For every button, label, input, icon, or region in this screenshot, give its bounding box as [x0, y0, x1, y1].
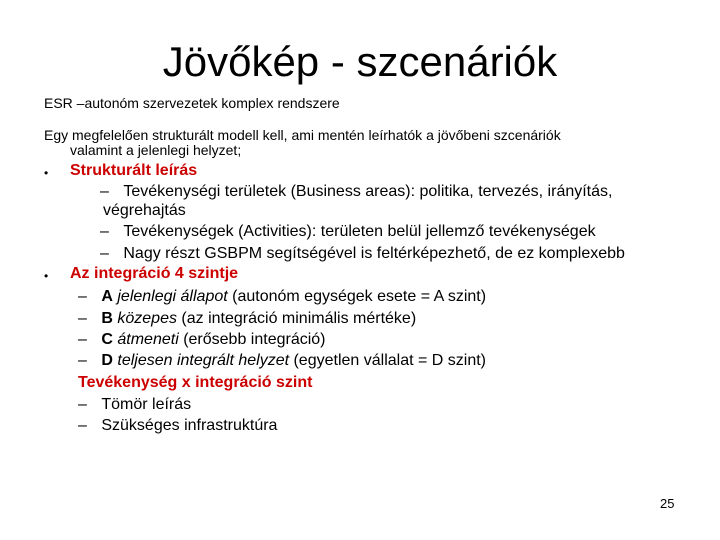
level-letter: D	[101, 352, 113, 369]
page-number: 25	[660, 496, 675, 511]
dash-marker: –	[78, 352, 87, 369]
level-letter: A	[101, 288, 113, 305]
list-item-text: Tevékenységek (Activities): területen belül jellemző tevékenységek	[123, 223, 596, 240]
level-letter: B	[101, 310, 113, 327]
level-description: (egyetlen vállalat = D szint)	[289, 352, 487, 369]
section-heading-integracio: Az integráció 4 szintje	[70, 265, 239, 282]
section-heading-tevekenyseg: Tevékenység x integráció szint	[78, 374, 313, 391]
level-term: teljesen integrált helyzet	[117, 352, 290, 369]
level-item-a	[78, 288, 486, 306]
level-description: (erősebb integráció)	[178, 331, 326, 348]
bullet-marker: •	[44, 166, 49, 180]
dash-marker: –	[100, 183, 109, 200]
dash-marker: –	[78, 417, 87, 434]
level-item-c	[78, 331, 326, 349]
list-item-text: Tevékenységi területek (Business areas): politika, tervezés, irányítás,	[123, 183, 613, 200]
list-item	[100, 245, 625, 263]
level-term: közepes	[117, 310, 177, 327]
slide-title: Jövőkép - szcenáriók	[162, 38, 558, 85]
dash-marker: –	[78, 396, 87, 413]
list-item-text: Nagy részt GSBPM segítségével is feltérképezhető, de ez komplexebb	[123, 245, 625, 262]
level-item-d	[78, 352, 486, 370]
list-item-text: Tömör leírás	[101, 396, 192, 413]
intro-paragraph	[44, 128, 704, 158]
dash-marker: –	[78, 288, 87, 305]
list-item	[78, 417, 277, 435]
level-description: (autonóm egységek esete = A szint)	[227, 288, 487, 305]
list-item	[100, 223, 596, 241]
level-term: átmeneti	[117, 331, 179, 348]
level-description: (az integráció minimális mértéke)	[176, 310, 417, 327]
list-item	[100, 183, 612, 201]
dash-marker: –	[100, 245, 109, 262]
level-letter: C	[101, 331, 113, 348]
list-item	[78, 396, 191, 414]
intro-line-continued: valamint a jelenlegi helyzet;	[70, 142, 242, 158]
list-item-continued: végrehajtás	[103, 202, 186, 219]
intro-line: ESR –autonóm szervezetek komplex rendszere	[44, 95, 340, 111]
section-heading-strukturalt: Strukturált leírás	[70, 162, 198, 179]
bullet-marker: •	[44, 269, 49, 283]
level-term: jelenlegi állapot	[117, 288, 228, 305]
dash-marker: –	[78, 331, 87, 348]
intro-line: Egy megfelelően strukturált modell kell, ami mentén leírhatók a jövőbeni szcenáriók	[44, 127, 561, 143]
dash-marker: –	[78, 310, 87, 327]
dash-marker: –	[100, 223, 109, 240]
level-item-b	[78, 310, 416, 328]
list-item-text: Szükséges infrastruktúra	[101, 417, 278, 434]
